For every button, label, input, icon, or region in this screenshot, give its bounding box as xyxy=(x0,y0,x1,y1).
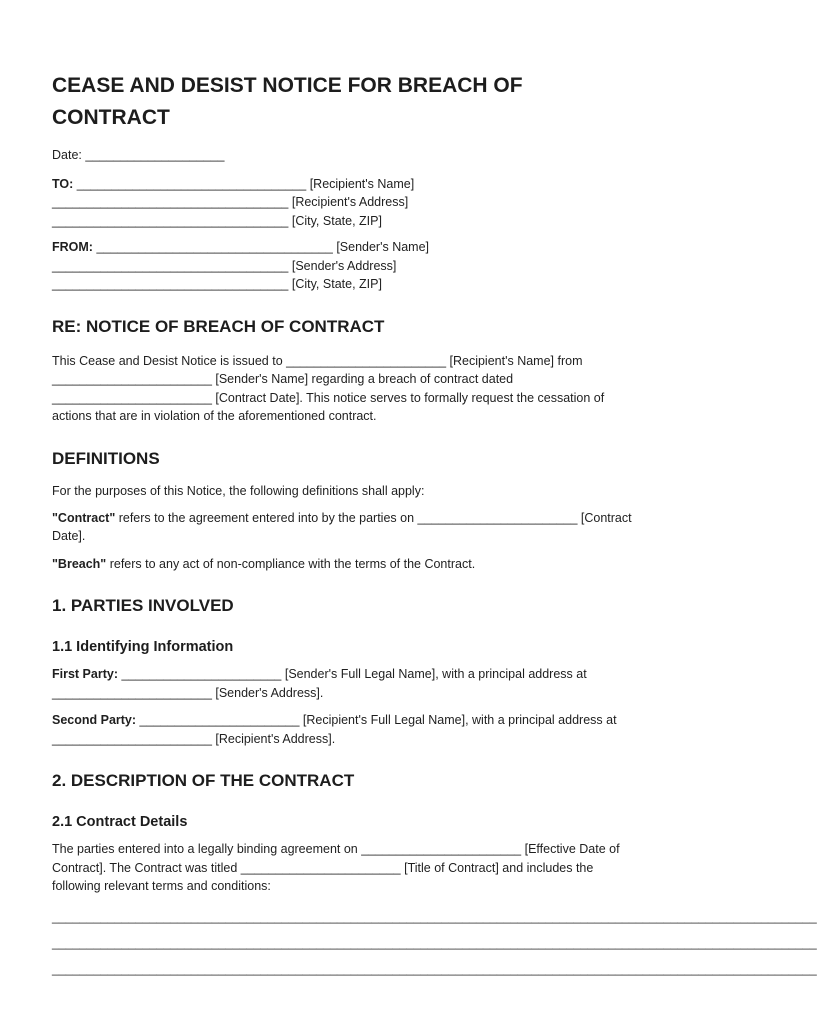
definition-contract-line-2: Date]. xyxy=(52,529,86,543)
parties-subheading: 1.1 Identifying Information xyxy=(52,639,234,655)
second-party-text: _______________________ [Recipient's Full Legal Name], with a principal address at xyxy=(136,713,617,727)
to-recipient-name-hint: [Recipient's Name] xyxy=(309,176,415,191)
from-block xyxy=(52,238,722,294)
re-paragraph xyxy=(52,352,722,426)
to-line-2 xyxy=(52,193,722,212)
to-address-blank[interactable]: __________________________________ xyxy=(52,195,289,209)
from-sender-name-blank[interactable]: __________________________________ xyxy=(96,240,333,254)
terms-blank-line-1[interactable]: ______________________________________________________________________________________________________________ xyxy=(52,909,817,924)
re-line-2: _______________________ [Sender's Name] regarding a breach of contract dated xyxy=(52,372,514,386)
definition-contract-term: "Contract" xyxy=(52,510,116,525)
terms-blank-line-2[interactable]: ______________________________________________________________________________________________________________ xyxy=(52,935,817,950)
from-city-hint: [City, State, ZIP] xyxy=(291,277,382,291)
first-party-line-1 xyxy=(52,665,722,684)
from-address-blank[interactable]: __________________________________ xyxy=(52,258,289,273)
description-line-3: following relevant terms and conditions: xyxy=(52,879,271,893)
from-line-1 xyxy=(52,238,722,257)
from-label: FROM: xyxy=(52,240,93,254)
definition-breach xyxy=(52,555,722,574)
first-party-text: _______________________ [Sender's Full Legal Name], with a principal address at xyxy=(118,667,587,681)
to-city-blank[interactable]: __________________________________ xyxy=(52,213,289,228)
re-line-4: actions that are in violation of the aforementioned contract. xyxy=(52,409,377,423)
description-paragraph xyxy=(52,840,722,896)
definitions-heading: DEFINITIONS xyxy=(52,448,160,468)
second-party xyxy=(52,711,722,748)
to-block xyxy=(52,175,722,231)
definition-breach-text: refers to any act of non-compliance with the terms of the Contract. xyxy=(106,556,476,571)
second-party-label: Second Party: xyxy=(52,713,137,727)
to-line-3 xyxy=(52,212,722,231)
date-blank[interactable]: ____________________ xyxy=(85,148,225,162)
definition-breach-term: "Breach" xyxy=(52,556,107,571)
re-line-3: _______________________ [Contract Date]. This notice serves to formally request the cessation of xyxy=(52,390,605,405)
first-party-label: First Party: xyxy=(52,667,118,681)
from-address-hint: [Sender's Address] xyxy=(291,258,397,273)
re-line-1: This Cease and Desist Notice is issued to _______________________ [Recipient's Name] from xyxy=(52,353,583,368)
to-label: TO: xyxy=(52,176,74,191)
document-body xyxy=(52,70,817,982)
date-label: Date: xyxy=(52,148,82,162)
description-heading: 2. DESCRIPTION OF THE CONTRACT xyxy=(52,771,355,790)
parties-heading: 1. PARTIES INVOLVED xyxy=(52,596,234,615)
terms-rule-lines xyxy=(52,904,817,982)
from-sender-name-hint: [Sender's Name] xyxy=(336,240,430,254)
definition-contract-line-1 xyxy=(52,509,722,528)
description-subheading: 2.1 Contract Details xyxy=(52,814,188,830)
first-party xyxy=(52,665,722,702)
from-line-3 xyxy=(52,275,722,294)
date-line xyxy=(52,146,722,165)
definition-contract xyxy=(52,509,722,546)
to-city-hint: [City, State, ZIP] xyxy=(291,213,382,228)
re-heading: RE: NOTICE OF BREACH OF CONTRACT xyxy=(52,316,385,336)
first-party-line-2: _______________________ [Sender's Address]. xyxy=(52,685,324,700)
second-party-line-2: _______________________ [Recipient's Address]. xyxy=(52,731,336,746)
to-address-hint: [Recipient's Address] xyxy=(291,195,409,209)
terms-blank-line-3[interactable]: ______________________________________________________________________________________________________________ xyxy=(52,961,817,976)
to-recipient-name-blank[interactable]: _________________________________ xyxy=(76,176,307,191)
second-party-line-1 xyxy=(52,711,722,730)
page-title: CEASE AND DESIST NOTICE FOR BREACH OF CONTRACT xyxy=(52,74,523,129)
description-line-1: The parties entered into a legally binding agreement on _______________________ [Effective Date of xyxy=(52,842,620,856)
description-line-2: Contract]. The Contract was titled _______________________ [Title of Contract] and includes the xyxy=(52,860,594,875)
from-line-2 xyxy=(52,257,722,276)
definitions-intro: For the purposes of this Notice, the following definitions shall apply: xyxy=(52,483,425,498)
from-city-blank[interactable]: __________________________________ xyxy=(52,277,289,291)
to-line-1 xyxy=(52,175,722,194)
definition-contract-text: refers to the agreement entered into by the parties on _______________________ [Contract xyxy=(115,510,632,525)
